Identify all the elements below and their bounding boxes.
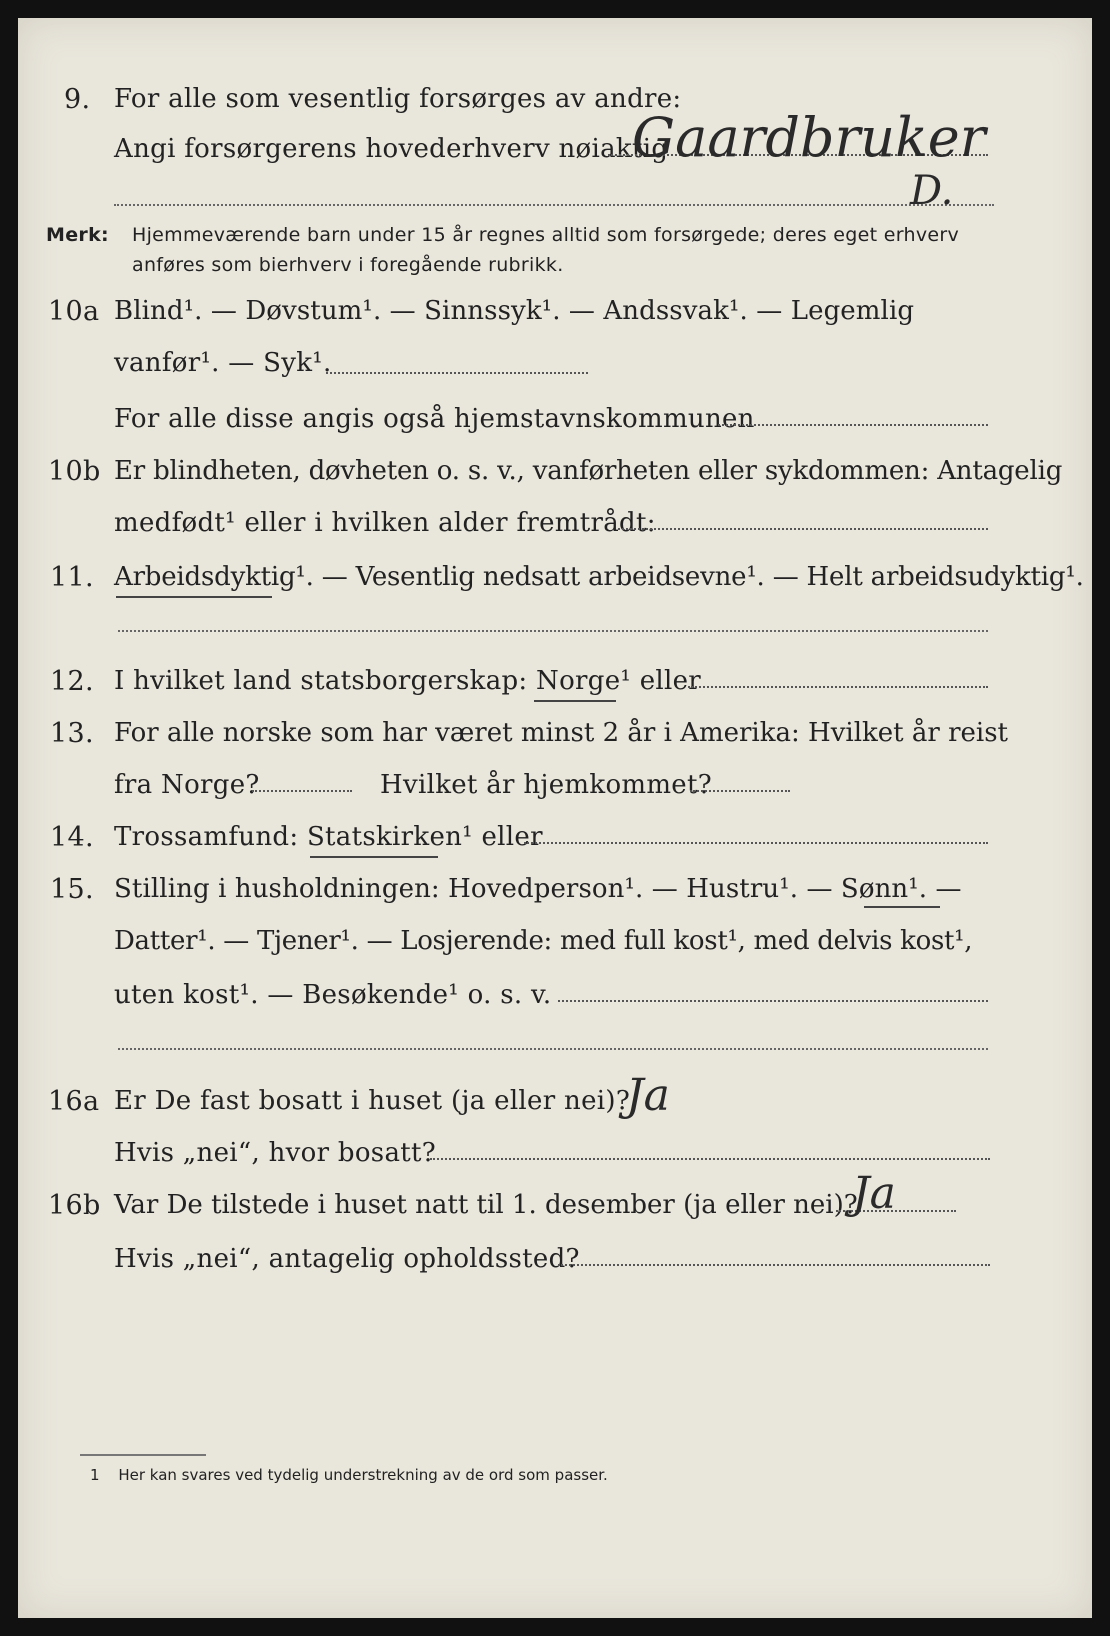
item-14-line1: Trossamfund: Statskirken¹ eller (114, 822, 543, 852)
item-15-answer-line[interactable] (558, 1000, 988, 1002)
item-10a-line3: For alle disse angis også hjemstavnskommunen (114, 404, 755, 434)
item-13-number: 13. (50, 718, 94, 749)
item-10b-line2: medfødt¹ eller i hvilken alder fremtrådt: (114, 508, 656, 538)
item-13-line1: For alle norske som har været minst 2 år i Amerika: Hvilket år reist (114, 718, 1008, 748)
item-10a-line1: Blind¹. — Døvstum¹. — Sinnssyk¹. — Andssvak¹. — Legemlig (114, 296, 915, 326)
item-15-line3: uten kost¹. — Besøkende¹ o. s. v. (114, 980, 552, 1010)
item-9-line2: Angi forsørgerens hovederhverv nøiaktig (114, 134, 669, 164)
item-9-number: 9. (64, 84, 91, 115)
item-16b-handwritten-answer: Ja (852, 1168, 896, 1219)
item-9-handwritten-ditto: D. (910, 168, 954, 214)
note-label: Merk: (46, 224, 109, 246)
item-9-continuation-line[interactable] (114, 204, 994, 206)
item-10a-answer-line[interactable] (326, 372, 588, 374)
item-13-line2a: fra Norge? (114, 770, 260, 800)
item-11-underline-mark (116, 596, 272, 598)
item-11-number: 11. (50, 562, 94, 593)
item-10b-number: 10b (48, 456, 101, 487)
item-15-underline-mark (864, 906, 940, 908)
item-16a-residence-line[interactable] (430, 1158, 990, 1160)
footnote-mark: 1 (90, 1466, 100, 1484)
item-14-underline-mark (310, 856, 438, 858)
item-9-line1: For alle som vesentlig forsørges av andre: (114, 84, 682, 114)
item-10b-answer-line[interactable] (618, 528, 988, 530)
item-16b-line2: Hvis „nei“, antagelig opholdssted? (114, 1244, 580, 1274)
item-11-continuation-line[interactable] (118, 630, 988, 632)
item-10b-line1: Er blindheten, døvheten o. s. v., vanførheten eller sykdommen: Antagelig (114, 456, 1063, 486)
footnote-text: Her kan svares ved tydelig understrekning av de ord som passer. (118, 1466, 608, 1484)
item-10a-municipality-line[interactable] (718, 424, 988, 426)
item-14-number: 14. (50, 822, 94, 853)
item-16a-line2: Hvis „nei“, hvor bosatt? (114, 1138, 436, 1168)
item-16a-handwritten-answer: Ja (626, 1070, 670, 1121)
item-11-line1: Arbeidsdyktig¹. — Vesentlig nedsatt arbeidsevne¹. — Helt arbeidsudyktig¹. (114, 562, 1084, 592)
item-16a-number: 16a (48, 1086, 100, 1117)
item-16b-line1: Var De tilstede i huset natt til 1. desember (ja eller nei)? (114, 1190, 858, 1220)
item-16b-whereabouts-line[interactable] (558, 1264, 990, 1266)
note-line1: Hjemmeværende barn under 15 år regnes alltid som forsørgede; deres eget erhverv (132, 224, 960, 246)
footnote-rule (80, 1454, 206, 1456)
item-12-answer-line[interactable] (688, 686, 988, 688)
item-10a-number: 10a (48, 296, 100, 327)
item-13-departure-year-line[interactable] (252, 790, 352, 792)
item-16a-line1: Er De fast bosatt i huset (ja eller nei)? (114, 1086, 631, 1116)
item-10a-line2: vanfør¹. — Syk¹. (114, 348, 332, 378)
item-15-continuation-line[interactable] (118, 1048, 988, 1050)
item-14-answer-line[interactable] (524, 842, 988, 844)
item-12-line1: I hvilket land statsborgerskap: Norge¹ eller (114, 666, 702, 696)
census-form-page (18, 18, 1092, 1618)
item-12-number: 12. (50, 666, 94, 697)
footnote (90, 1466, 608, 1484)
item-15-line1: Stilling i husholdningen: Hovedperson¹. — Hustru¹. — Sønn¹. — (114, 874, 962, 904)
item-15-line2: Datter¹. — Tjener¹. — Losjerende: med full kost¹, med delvis kost¹, (114, 926, 973, 956)
item-12-underline-mark (534, 700, 616, 702)
item-13-return-year-line[interactable] (690, 790, 790, 792)
note-line2: anføres som bierhverv i foregående rubrikk. (132, 254, 564, 276)
item-9-handwritten-answer: Gaardbruker (632, 106, 986, 169)
item-13-line2b: Hvilket år hjemkommet? (380, 770, 712, 800)
item-16b-number: 16b (48, 1190, 101, 1221)
item-15-number: 15. (50, 874, 94, 905)
